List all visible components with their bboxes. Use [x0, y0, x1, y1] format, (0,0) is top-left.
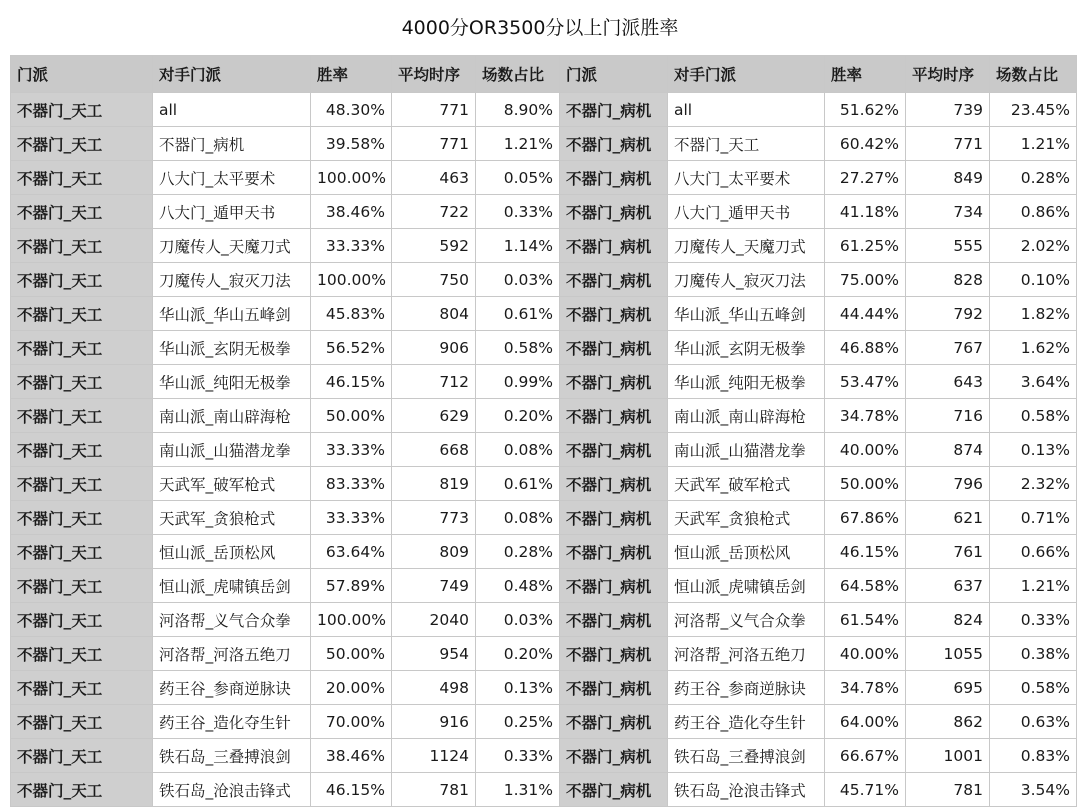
win-rate-cell: 63.64% [311, 535, 392, 569]
sect-cell: 不器门_天工 [11, 705, 153, 739]
header-sect: 门派 [560, 56, 668, 93]
opponent-cell: 铁石岛_三叠搏浪剑 [153, 739, 311, 773]
sect-cell: 不器门_天工 [11, 365, 153, 399]
win-rate-cell: 75.00% [825, 263, 906, 297]
match-share-cell: 1.14% [476, 229, 560, 263]
win-rate-cell: 27.27% [825, 161, 906, 195]
opponent-cell: 天武军_贪狼枪式 [668, 501, 825, 535]
win-rate-cell: 45.71% [825, 773, 906, 807]
table-row [11, 569, 1077, 603]
win-rate-cell: 67.86% [825, 501, 906, 535]
sect-cell: 不器门_病机 [560, 399, 668, 433]
sect-cell: 不器门_天工 [11, 603, 153, 637]
opponent-cell: 刀魔传人_天魔刀式 [668, 229, 825, 263]
header-avg-duration: 平均时序 [906, 56, 990, 93]
avg-duration-cell: 1055 [906, 637, 990, 671]
table-row [11, 297, 1077, 331]
match-share-cell: 0.25% [476, 705, 560, 739]
win-rate-cell: 46.15% [825, 535, 906, 569]
opponent-cell: 南山派_山猫潜龙拳 [668, 433, 825, 467]
sect-cell: 不器门_天工 [11, 637, 153, 671]
match-share-cell: 0.28% [990, 161, 1077, 195]
opponent-cell: 不器门_病机 [153, 127, 311, 161]
header-opponent: 对手门派 [153, 56, 311, 93]
match-share-cell: 0.13% [990, 433, 1077, 467]
win-rate-cell: 60.42% [825, 127, 906, 161]
sect-cell: 不器门_病机 [560, 705, 668, 739]
opponent-cell: 八大门_遁甲天书 [153, 195, 311, 229]
avg-duration-cell: 761 [906, 535, 990, 569]
sect-cell: 不器门_天工 [11, 195, 153, 229]
opponent-cell: 华山派_纯阳无极拳 [668, 365, 825, 399]
win-rate-cell: 51.62% [825, 93, 906, 127]
opponent-cell: 药王谷_参商逆脉诀 [153, 671, 311, 705]
sect-cell: 不器门_天工 [11, 399, 153, 433]
header-match-share: 场数占比 [990, 56, 1077, 93]
table-row [11, 365, 1077, 399]
opponent-cell: 药王谷_造化夺生针 [668, 705, 825, 739]
avg-duration-cell: 771 [906, 127, 990, 161]
avg-duration-cell: 643 [906, 365, 990, 399]
win-rate-cell: 33.33% [311, 229, 392, 263]
sect-cell: 不器门_病机 [560, 297, 668, 331]
table-row [11, 161, 1077, 195]
avg-duration-cell: 621 [906, 501, 990, 535]
opponent-cell: 南山派_山猫潜龙拳 [153, 433, 311, 467]
win-rate-cell: 57.89% [311, 569, 392, 603]
sect-cell: 不器门_天工 [11, 433, 153, 467]
opponent-cell: 天武军_破军枪式 [668, 467, 825, 501]
sect-cell: 不器门_天工 [11, 263, 153, 297]
match-share-cell: 0.86% [990, 195, 1077, 229]
match-share-cell: 0.20% [476, 399, 560, 433]
sect-cell: 不器门_天工 [11, 331, 153, 365]
table-row [11, 93, 1077, 127]
match-share-cell: 0.58% [476, 331, 560, 365]
sect-cell: 不器门_病机 [560, 671, 668, 705]
match-share-cell: 1.21% [476, 127, 560, 161]
avg-duration-cell: 1001 [906, 739, 990, 773]
sect-cell: 不器门_病机 [560, 739, 668, 773]
win-rate-cell: 46.15% [311, 365, 392, 399]
opponent-cell: all [668, 93, 825, 127]
win-rate-cell: 100.00% [311, 161, 392, 195]
match-share-cell: 0.61% [476, 297, 560, 331]
avg-duration-cell: 906 [392, 331, 476, 365]
avg-duration-cell: 637 [906, 569, 990, 603]
avg-duration-cell: 668 [392, 433, 476, 467]
win-rate-cell: 70.00% [311, 705, 392, 739]
header-opponent: 对手门派 [668, 56, 825, 93]
sect-cell: 不器门_病机 [560, 263, 668, 297]
win-rate-cell: 44.44% [825, 297, 906, 331]
sect-cell: 不器门_天工 [11, 161, 153, 195]
avg-duration-cell: 819 [392, 467, 476, 501]
win-rate-cell: 64.58% [825, 569, 906, 603]
table-row [11, 671, 1077, 705]
avg-duration-cell: 734 [906, 195, 990, 229]
win-rate-cell: 38.46% [311, 739, 392, 773]
avg-duration-cell: 716 [906, 399, 990, 433]
opponent-cell: 恒山派_岳顶松风 [668, 535, 825, 569]
opponent-cell: 华山派_华山五峰剑 [153, 297, 311, 331]
table-row [11, 739, 1077, 773]
win-rate-cell: 100.00% [311, 603, 392, 637]
opponent-cell: 恒山派_岳顶松风 [153, 535, 311, 569]
win-rate-cell: 46.88% [825, 331, 906, 365]
opponent-cell: 华山派_纯阳无极拳 [153, 365, 311, 399]
match-share-cell: 3.54% [990, 773, 1077, 807]
win-rate-cell: 50.00% [311, 637, 392, 671]
match-share-cell: 0.63% [990, 705, 1077, 739]
avg-duration-cell: 804 [392, 297, 476, 331]
sect-cell: 不器门_病机 [560, 603, 668, 637]
sect-cell: 不器门_天工 [11, 569, 153, 603]
sect-cell: 不器门_病机 [560, 773, 668, 807]
win-rate-cell: 40.00% [825, 637, 906, 671]
sect-cell: 不器门_病机 [560, 535, 668, 569]
win-rate-cell: 46.15% [311, 773, 392, 807]
match-share-cell: 1.82% [990, 297, 1077, 331]
avg-duration-cell: 773 [392, 501, 476, 535]
avg-duration-cell: 1124 [392, 739, 476, 773]
avg-duration-cell: 712 [392, 365, 476, 399]
table-row [11, 603, 1077, 637]
opponent-cell: 药王谷_参商逆脉诀 [668, 671, 825, 705]
opponent-cell: 南山派_南山辟海枪 [153, 399, 311, 433]
table-row [11, 331, 1077, 365]
opponent-cell: 刀魔传人_天魔刀式 [153, 229, 311, 263]
match-share-cell: 0.58% [990, 399, 1077, 433]
opponent-cell: 恒山派_虎啸镇岳剑 [668, 569, 825, 603]
avg-duration-cell: 555 [906, 229, 990, 263]
opponent-cell: 八大门_太平要术 [668, 161, 825, 195]
opponent-cell: 华山派_华山五峰剑 [668, 297, 825, 331]
win-rate-cell: 34.78% [825, 399, 906, 433]
avg-duration-cell: 463 [392, 161, 476, 195]
sect-cell: 不器门_病机 [560, 331, 668, 365]
sect-cell: 不器门_病机 [560, 161, 668, 195]
win-rate-cell: 41.18% [825, 195, 906, 229]
sect-cell: 不器门_天工 [11, 671, 153, 705]
sect-cell: 不器门_天工 [11, 739, 153, 773]
opponent-cell: 河洛帮_河洛五绝刀 [153, 637, 311, 671]
match-share-cell: 0.08% [476, 501, 560, 535]
avg-duration-cell: 629 [392, 399, 476, 433]
win-rate-cell: 66.67% [825, 739, 906, 773]
match-share-cell: 0.08% [476, 433, 560, 467]
sect-cell: 不器门_天工 [11, 501, 153, 535]
sect-cell: 不器门_病机 [560, 467, 668, 501]
sect-cell: 不器门_病机 [560, 229, 668, 263]
win-rate-cell: 100.00% [311, 263, 392, 297]
match-share-cell: 0.99% [476, 365, 560, 399]
table-row [11, 637, 1077, 671]
win-rate-table [10, 55, 1077, 807]
opponent-cell: 铁石岛_三叠搏浪剑 [668, 739, 825, 773]
table-row [11, 229, 1077, 263]
avg-duration-cell: 792 [906, 297, 990, 331]
match-share-cell: 0.05% [476, 161, 560, 195]
sect-cell: 不器门_天工 [11, 467, 153, 501]
sect-cell: 不器门_天工 [11, 297, 153, 331]
opponent-cell: 八大门_遁甲天书 [668, 195, 825, 229]
sect-cell: 不器门_天工 [11, 93, 153, 127]
table-row [11, 467, 1077, 501]
opponent-cell: 河洛帮_义气合众拳 [153, 603, 311, 637]
avg-duration-cell: 695 [906, 671, 990, 705]
match-share-cell: 2.32% [990, 467, 1077, 501]
table-row [11, 127, 1077, 161]
win-rate-cell: 38.46% [311, 195, 392, 229]
match-share-cell: 0.83% [990, 739, 1077, 773]
match-share-cell: 2.02% [990, 229, 1077, 263]
match-share-cell: 1.62% [990, 331, 1077, 365]
win-rate-cell: 50.00% [825, 467, 906, 501]
opponent-cell: 华山派_玄阴无极拳 [668, 331, 825, 365]
win-rate-cell: 64.00% [825, 705, 906, 739]
avg-duration-cell: 739 [906, 93, 990, 127]
table-row [11, 433, 1077, 467]
avg-duration-cell: 771 [392, 127, 476, 161]
win-rate-cell: 83.33% [311, 467, 392, 501]
win-rate-cell: 50.00% [311, 399, 392, 433]
opponent-cell: 华山派_玄阴无极拳 [153, 331, 311, 365]
avg-duration-cell: 592 [392, 229, 476, 263]
avg-duration-cell: 498 [392, 671, 476, 705]
opponent-cell: 铁石岛_沧浪击锋式 [668, 773, 825, 807]
win-rate-cell: 20.00% [311, 671, 392, 705]
match-share-cell: 0.28% [476, 535, 560, 569]
match-share-cell: 0.10% [990, 263, 1077, 297]
avg-duration-cell: 749 [392, 569, 476, 603]
match-share-cell: 8.90% [476, 93, 560, 127]
match-share-cell: 1.31% [476, 773, 560, 807]
table-row [11, 535, 1077, 569]
opponent-cell: 河洛帮_义气合众拳 [668, 603, 825, 637]
win-rate-cell: 40.00% [825, 433, 906, 467]
opponent-cell: all [153, 93, 311, 127]
opponent-cell: 南山派_南山辟海枪 [668, 399, 825, 433]
sect-cell: 不器门_天工 [11, 229, 153, 263]
opponent-cell: 恒山派_虎啸镇岳剑 [153, 569, 311, 603]
header-sect: 门派 [11, 56, 153, 93]
match-share-cell: 0.38% [990, 637, 1077, 671]
match-share-cell: 0.71% [990, 501, 1077, 535]
opponent-cell: 天武军_贪狼枪式 [153, 501, 311, 535]
table-row [11, 195, 1077, 229]
match-share-cell: 3.64% [990, 365, 1077, 399]
page-title: 4000分OR3500分以上门派胜率 [401, 17, 679, 39]
match-share-cell: 0.61% [476, 467, 560, 501]
table-row [11, 501, 1077, 535]
match-share-cell: 0.03% [476, 263, 560, 297]
header-row [11, 56, 1077, 93]
avg-duration-cell: 781 [906, 773, 990, 807]
match-share-cell: 0.03% [476, 603, 560, 637]
match-share-cell: 0.20% [476, 637, 560, 671]
match-share-cell: 23.45% [990, 93, 1077, 127]
win-rate-cell: 61.25% [825, 229, 906, 263]
avg-duration-cell: 916 [392, 705, 476, 739]
header-match-share: 场数占比 [476, 56, 560, 93]
match-share-cell: 1.21% [990, 127, 1077, 161]
avg-duration-cell: 750 [392, 263, 476, 297]
match-share-cell: 0.33% [476, 739, 560, 773]
opponent-cell: 天武军_破军枪式 [153, 467, 311, 501]
win-rate-cell: 39.58% [311, 127, 392, 161]
table-row [11, 263, 1077, 297]
win-rate-cell: 56.52% [311, 331, 392, 365]
win-rate-cell: 53.47% [825, 365, 906, 399]
avg-duration-cell: 954 [392, 637, 476, 671]
avg-duration-cell: 849 [906, 161, 990, 195]
win-rate-cell: 34.78% [825, 671, 906, 705]
opponent-cell: 药王谷_造化夺生针 [153, 705, 311, 739]
opponent-cell: 河洛帮_河洛五绝刀 [668, 637, 825, 671]
match-share-cell: 0.13% [476, 671, 560, 705]
sect-cell: 不器门_病机 [560, 637, 668, 671]
win-rate-cell: 33.33% [311, 433, 392, 467]
avg-duration-cell: 862 [906, 705, 990, 739]
avg-duration-cell: 809 [392, 535, 476, 569]
sect-cell: 不器门_天工 [11, 535, 153, 569]
opponent-cell: 刀魔传人_寂灭刀法 [153, 263, 311, 297]
table-row [11, 705, 1077, 739]
opponent-cell: 刀魔传人_寂灭刀法 [668, 263, 825, 297]
table-row [11, 773, 1077, 807]
win-rate-cell: 48.30% [311, 93, 392, 127]
sect-cell: 不器门_病机 [560, 195, 668, 229]
avg-duration-cell: 828 [906, 263, 990, 297]
sect-cell: 不器门_病机 [560, 501, 668, 535]
match-share-cell: 0.58% [990, 671, 1077, 705]
table-row [11, 399, 1077, 433]
avg-duration-cell: 796 [906, 467, 990, 501]
avg-duration-cell: 722 [392, 195, 476, 229]
sect-cell: 不器门_天工 [11, 127, 153, 161]
opponent-cell: 铁石岛_沧浪击锋式 [153, 773, 311, 807]
header-avg-duration: 平均时序 [392, 56, 476, 93]
sect-cell: 不器门_病机 [560, 433, 668, 467]
sect-cell: 不器门_病机 [560, 365, 668, 399]
avg-duration-cell: 2040 [392, 603, 476, 637]
avg-duration-cell: 781 [392, 773, 476, 807]
header-win-rate: 胜率 [311, 56, 392, 93]
opponent-cell: 八大门_太平要术 [153, 161, 311, 195]
header-win-rate: 胜率 [825, 56, 906, 93]
avg-duration-cell: 874 [906, 433, 990, 467]
sect-cell: 不器门_病机 [560, 569, 668, 603]
avg-duration-cell: 824 [906, 603, 990, 637]
sect-cell: 不器门_天工 [11, 773, 153, 807]
match-share-cell: 0.33% [990, 603, 1077, 637]
opponent-cell: 不器门_天工 [668, 127, 825, 161]
win-rate-cell: 33.33% [311, 501, 392, 535]
win-rate-cell: 61.54% [825, 603, 906, 637]
match-share-cell: 0.66% [990, 535, 1077, 569]
match-share-cell: 0.33% [476, 195, 560, 229]
match-share-cell: 0.48% [476, 569, 560, 603]
win-rate-cell: 45.83% [311, 297, 392, 331]
match-share-cell: 1.21% [990, 569, 1077, 603]
sect-cell: 不器门_病机 [560, 93, 668, 127]
sect-cell: 不器门_病机 [560, 127, 668, 161]
avg-duration-cell: 767 [906, 331, 990, 365]
avg-duration-cell: 771 [392, 93, 476, 127]
